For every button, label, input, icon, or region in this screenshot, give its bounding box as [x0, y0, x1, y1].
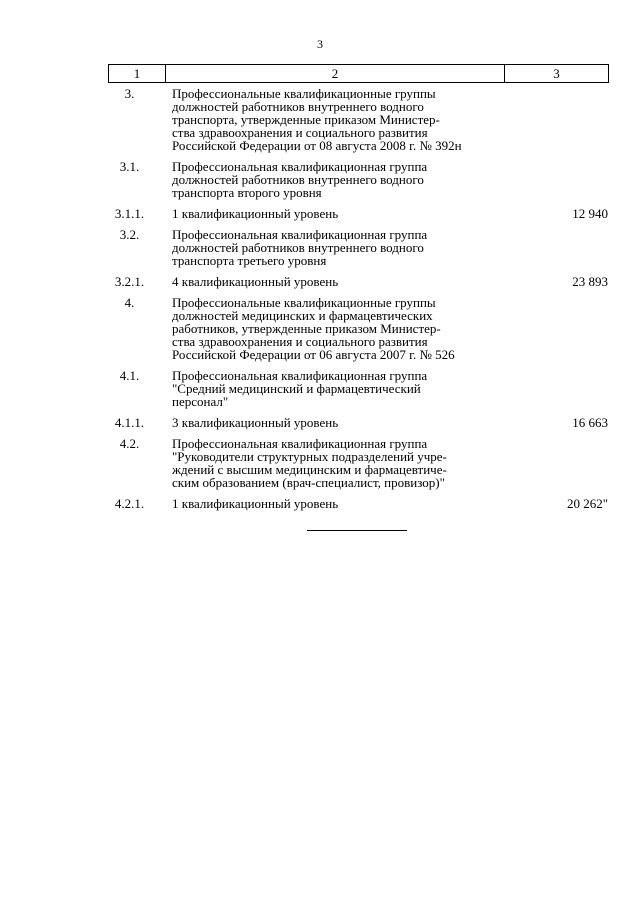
row-value: 20 262"	[566, 496, 608, 511]
row-description: 1 квалификационный уровень	[172, 206, 339, 221]
row-number: 3.	[124, 86, 135, 101]
header-col-3: 3	[553, 65, 560, 81]
row-description: Профессиональные квалификационные группы должностей медицинских и фармацевтических работников, утвержденные приказом Министер- ства здравоохранения и социального развития Российской Федерации от 06 августа 2007 г. № 526	[172, 295, 455, 362]
row-number: 4.1.1.	[114, 415, 145, 430]
table-row	[0, 87, 640, 152]
row-number: 4.2.1.	[114, 496, 145, 511]
row-description: Профессиональные квалификационные группы должностей работников внутреннего водного транспорта, утвержденные приказом Министер- ства здравоохранения и социального развития Российской Федерации от 08 августа 2008 г. № 392н	[172, 86, 462, 153]
row-description: Профессиональная квалификационная группа "Руководители структурных подразделений учре- ждений с высшим медицинским и фармацевтиче- ским образованием (врач-специалист, провизор)"	[172, 436, 447, 490]
row-number: 4.2.	[119, 436, 140, 451]
table-row	[0, 369, 640, 408]
row-value: 16 663	[572, 415, 608, 430]
table-header	[108, 64, 609, 83]
row-description: Профессиональная квалификационная группа должностей работников внутреннего водного транспорта второго уровня	[172, 159, 428, 200]
table-row	[0, 437, 640, 489]
table-row	[0, 160, 640, 199]
row-number: 3.1.1.	[114, 206, 145, 221]
table-row	[0, 416, 640, 429]
row-number: 3.1.	[119, 159, 140, 174]
table-row	[0, 228, 640, 267]
row-number: 4.1.	[119, 368, 140, 383]
row-number: 3.2.1.	[114, 274, 145, 289]
row-description: Профессиональная квалификационная группа "Средний медицинский и фармацевтический персонал"	[172, 368, 428, 409]
row-value: 12 940	[572, 206, 608, 221]
header-col-1: 1	[109, 65, 166, 82]
table-row	[0, 497, 640, 510]
footer-divider	[307, 530, 407, 531]
table-row	[0, 296, 640, 361]
row-description: 3 квалификационный уровень	[172, 415, 339, 430]
table-body	[0, 87, 640, 518]
header-col-2: 2	[166, 65, 505, 82]
row-description: 4 квалификационный уровень	[172, 274, 339, 289]
table-row	[0, 207, 640, 220]
page-number: 3	[317, 37, 323, 51]
row-number: 3.2.	[119, 227, 140, 242]
table-row	[0, 275, 640, 288]
row-description: Профессиональная квалификационная группа должностей работников внутреннего водного транспорта третьего уровня	[172, 227, 428, 268]
row-number: 4.	[124, 295, 135, 310]
row-description: 1 квалификационный уровень	[172, 496, 339, 511]
row-value: 23 893	[572, 274, 608, 289]
